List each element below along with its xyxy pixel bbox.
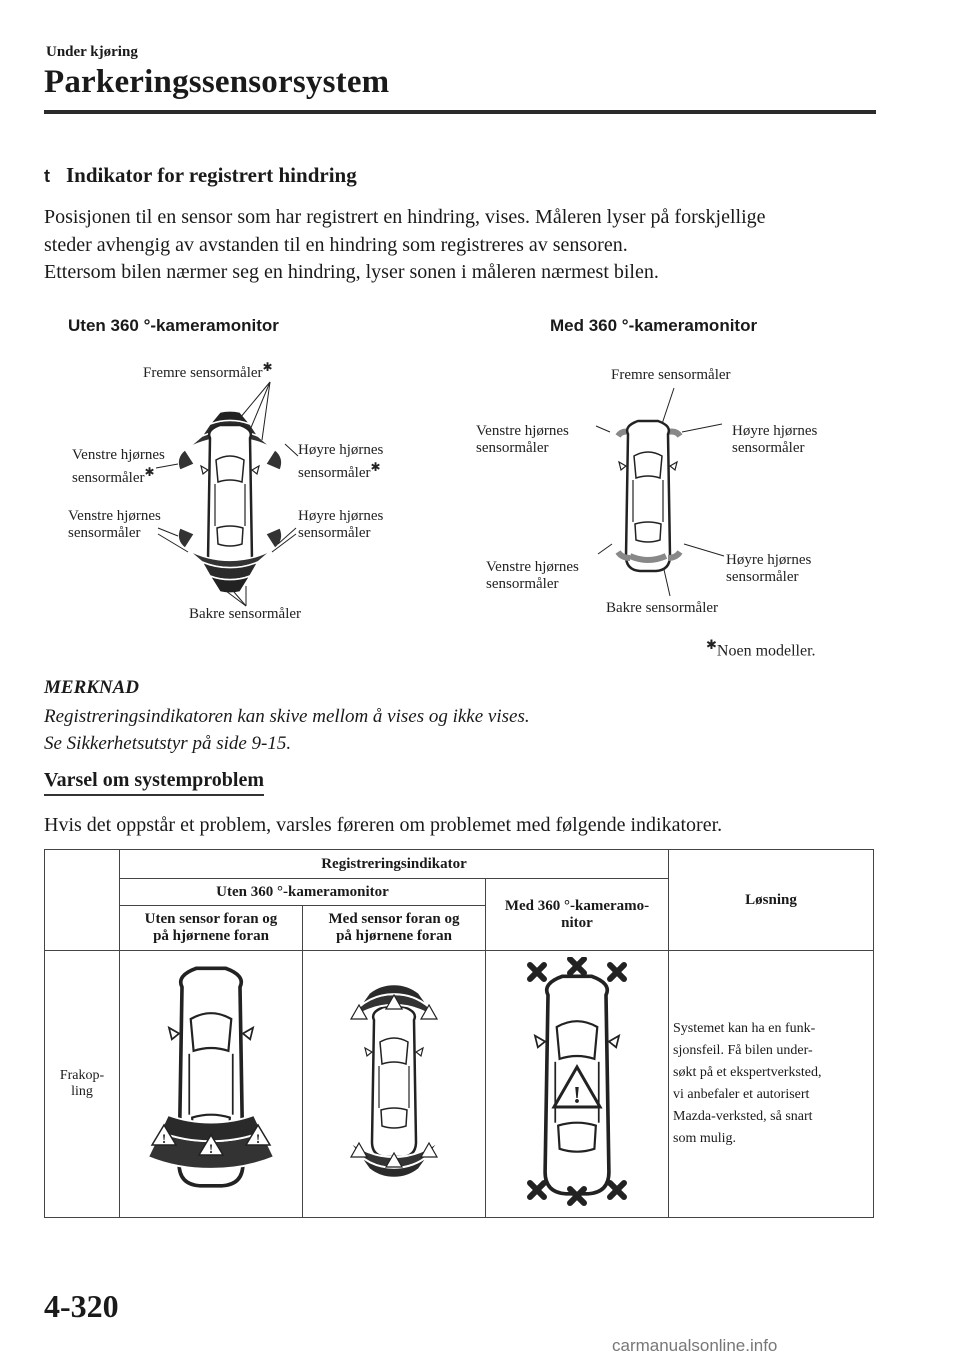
asterisk-icon: ✱ bbox=[370, 460, 381, 474]
intro-line-2: steder avhengig av avstanden til en hindring som registreres av sensoren. bbox=[44, 234, 628, 256]
svg-text:!: ! bbox=[161, 1130, 167, 1146]
page-number: 4-320 bbox=[44, 1288, 119, 1324]
diagram-right-heading: Med 360 °-kameramonitor bbox=[550, 316, 758, 335]
solution-text: Systemet kan ha en funk- sjonsfeil. Få bilen under- søkt på et ekspertverksted, vi anbefaler et autorisert Mazda-verksted, så snart som mulig. bbox=[669, 951, 874, 1218]
indicator-front bbox=[303, 951, 486, 1218]
title-rule bbox=[44, 110, 876, 114]
asterisk-icon: ✱ bbox=[706, 637, 717, 652]
right-front-right-label: Høyre hjørnes sensormåler bbox=[732, 423, 818, 456]
note-line-1: Registreringsindikatoren kan skive mellom å vises og ikke vises. bbox=[44, 706, 530, 727]
indicator-with-camera bbox=[486, 951, 669, 1218]
header-front-sensor: Med sensor foran og på hjørnene foran bbox=[303, 906, 486, 951]
problem-table bbox=[44, 849, 874, 1218]
left-rear-label: Bakre sensormåler bbox=[189, 606, 302, 622]
diagram-left bbox=[40, 340, 460, 640]
row-label: Frakop- ling bbox=[45, 951, 120, 1218]
right-front-left-label: Venstre hjørnes sensormåler bbox=[476, 423, 569, 456]
table-corner bbox=[45, 850, 120, 951]
left-front-left-label: Venstre hjørnes sensormåler✱ bbox=[72, 447, 165, 486]
sub-heading-text: Indikator for registrert hindring bbox=[66, 163, 357, 187]
diagram-left-heading: Uten 360 °-kameramonitor bbox=[68, 316, 279, 335]
warning-text: Hvis det oppstår et problem, varsles føreren om problemet med følgende indikatorer. bbox=[44, 814, 723, 836]
intro-line-1: Posisjonen til en sensor som har registrert en hindring, vises. Måleren lyser på forskjellige bbox=[44, 206, 766, 228]
page-title: Parkeringssensorsystem bbox=[44, 64, 390, 100]
table-row bbox=[45, 951, 874, 1218]
header-indicator: Registreringsindikator bbox=[120, 850, 669, 879]
bullet-icon: t bbox=[44, 166, 50, 186]
svg-text:!: ! bbox=[208, 1140, 214, 1156]
header-no-front-sensor: Uten sensor foran og på hjørnene foran bbox=[120, 906, 303, 951]
svg-text:!: ! bbox=[573, 1082, 581, 1109]
right-rear-right-label: Høyre hjørnes sensormåler bbox=[726, 552, 812, 585]
asterisk-icon: ✱ bbox=[262, 360, 273, 374]
watermark: carmanualsonline.info bbox=[612, 1336, 778, 1355]
header-with-camera: Med 360 °-kameramo- nitor bbox=[486, 879, 669, 951]
warning-heading: Varsel om systemproblem bbox=[44, 769, 264, 796]
note-line-2: Se Sikkerhetsutstyr på side 9-15. bbox=[44, 733, 292, 754]
header-without-camera: Uten 360 °-kameramonitor bbox=[120, 879, 486, 906]
intro-line-3: Ettersom bilen nærmer seg en hindring, lyser sonen i måleren nærmest bilen. bbox=[44, 261, 659, 283]
header-solution: Løsning bbox=[669, 850, 874, 951]
right-rear-label: Bakre sensormåler bbox=[606, 600, 719, 616]
note-heading: MERKNAD bbox=[44, 677, 140, 698]
left-front-label: Fremre sensormåler✱ bbox=[143, 360, 273, 381]
sub-heading bbox=[44, 163, 357, 188]
footnote: ✱Noen modeller. bbox=[706, 637, 816, 660]
left-front-right-label: Høyre hjørnes sensormåler✱ bbox=[298, 442, 384, 481]
indicator-no-front bbox=[120, 951, 303, 1218]
section-label: Under kjøring bbox=[46, 44, 138, 60]
right-rear-left-label: Venstre hjørnes sensormåler bbox=[486, 559, 579, 592]
left-rear-right-label: Høyre hjørnes sensormåler bbox=[298, 508, 384, 541]
left-rear-left-label: Venstre hjørnes sensormåler bbox=[68, 508, 161, 541]
svg-text:!: ! bbox=[255, 1130, 261, 1146]
asterisk-icon: ✱ bbox=[144, 465, 155, 479]
right-front-label: Fremre sensormåler bbox=[611, 367, 731, 383]
